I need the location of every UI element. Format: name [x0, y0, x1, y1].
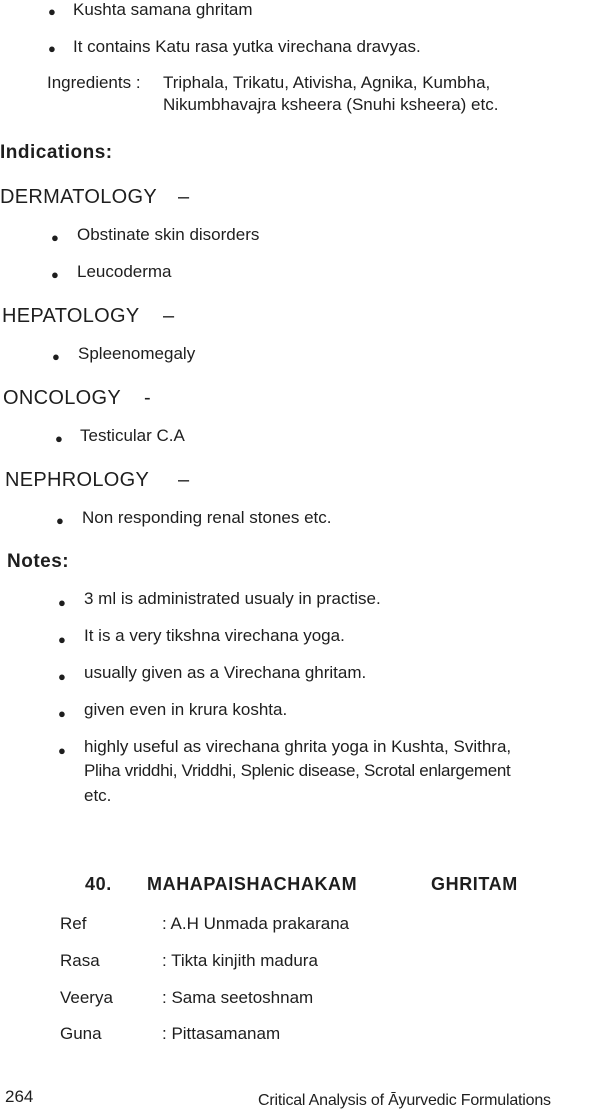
- book-title: Critical Analysis of Āyurvedic Formulations: [258, 1092, 551, 1109]
- notes-heading: Notes:: [7, 551, 70, 572]
- page-number: 264: [5, 1087, 34, 1106]
- note-item-continued: etc.: [84, 786, 112, 805]
- indication-item: Non responding renal stones etc.: [82, 508, 332, 527]
- section-title-main: MAHAPAISHACHAKAM: [147, 874, 358, 894]
- ingredients-label: Ingredients :: [47, 73, 141, 92]
- bullet-dot-icon: ●: [48, 41, 56, 56]
- group-dash: –: [178, 469, 190, 491]
- indication-item: Leucoderma: [77, 262, 172, 281]
- section-number: 40.: [85, 874, 112, 894]
- ref-key: Guna: [60, 1024, 102, 1043]
- bullet-dot-icon: ●: [58, 669, 66, 684]
- indication-item: Spleenomegaly: [78, 344, 196, 363]
- section-title-suffix: GHRITAM: [431, 874, 518, 894]
- bullet-dot-icon: ●: [51, 230, 59, 245]
- group-dash: -: [144, 387, 151, 409]
- bullet-dot-icon: ●: [48, 4, 56, 19]
- bullet-dot-icon: ●: [55, 431, 63, 446]
- bullet-dot-icon: ●: [52, 349, 60, 364]
- ref-key: Ref: [60, 914, 87, 933]
- ref-value: : Pittasamanam: [162, 1024, 281, 1043]
- bullet-dot-icon: ●: [58, 706, 66, 721]
- note-item: 3 ml is administrated usualy in practise.: [84, 589, 381, 608]
- top-bullet-text: It contains Katu rasa yutka virechana dravyas.: [73, 37, 421, 56]
- ingredients-line-1: Triphala, Trikatu, Ativisha, Agnika, Kumbha,: [163, 73, 491, 92]
- ref-key: Veerya: [60, 988, 113, 1007]
- indication-item: Obstinate skin disorders: [77, 225, 260, 244]
- ref-value: : Tikta kinjith madura: [162, 951, 318, 970]
- bullet-dot-icon: ●: [58, 743, 66, 758]
- note-item-continued: Pliha vriddhi, Vriddhi, Splenic disease, Scrotal enlargement: [84, 761, 511, 780]
- top-bullet-text: Kushta samana ghritam: [73, 0, 253, 19]
- bullet-dot-icon: ●: [56, 513, 64, 528]
- group-title-oncology: ONCOLOGY: [3, 387, 121, 409]
- note-item: usually given as a Virechana ghritam.: [84, 663, 367, 682]
- group-title-dermatology: DERMATOLOGY: [0, 186, 158, 208]
- ref-key: Rasa: [60, 951, 100, 970]
- note-item: highly useful as virechana ghrita yoga in Kushta, Svithra,: [84, 737, 512, 756]
- ingredients-line-2: Nikumbhavajra ksheera (Snuhi ksheera) etc.: [163, 95, 499, 114]
- group-title-nephrology: NEPHROLOGY: [5, 469, 150, 491]
- note-item: It is a very tikshna virechana yoga.: [84, 626, 345, 645]
- group-dash: –: [178, 186, 190, 208]
- group-dash: –: [163, 305, 175, 327]
- group-title-hepatology: HEPATOLOGY: [2, 305, 140, 327]
- ref-value: : A.H Unmada prakarana: [162, 914, 350, 933]
- ref-value: : Sama seetoshnam: [162, 988, 314, 1007]
- indication-item: Testicular C.A: [80, 426, 185, 445]
- bullet-dot-icon: ●: [58, 595, 66, 610]
- indications-heading: Indications:: [0, 142, 113, 163]
- bullet-dot-icon: ●: [58, 632, 66, 647]
- bullet-dot-icon: ●: [51, 267, 59, 282]
- note-item: given even in krura koshta.: [84, 700, 288, 719]
